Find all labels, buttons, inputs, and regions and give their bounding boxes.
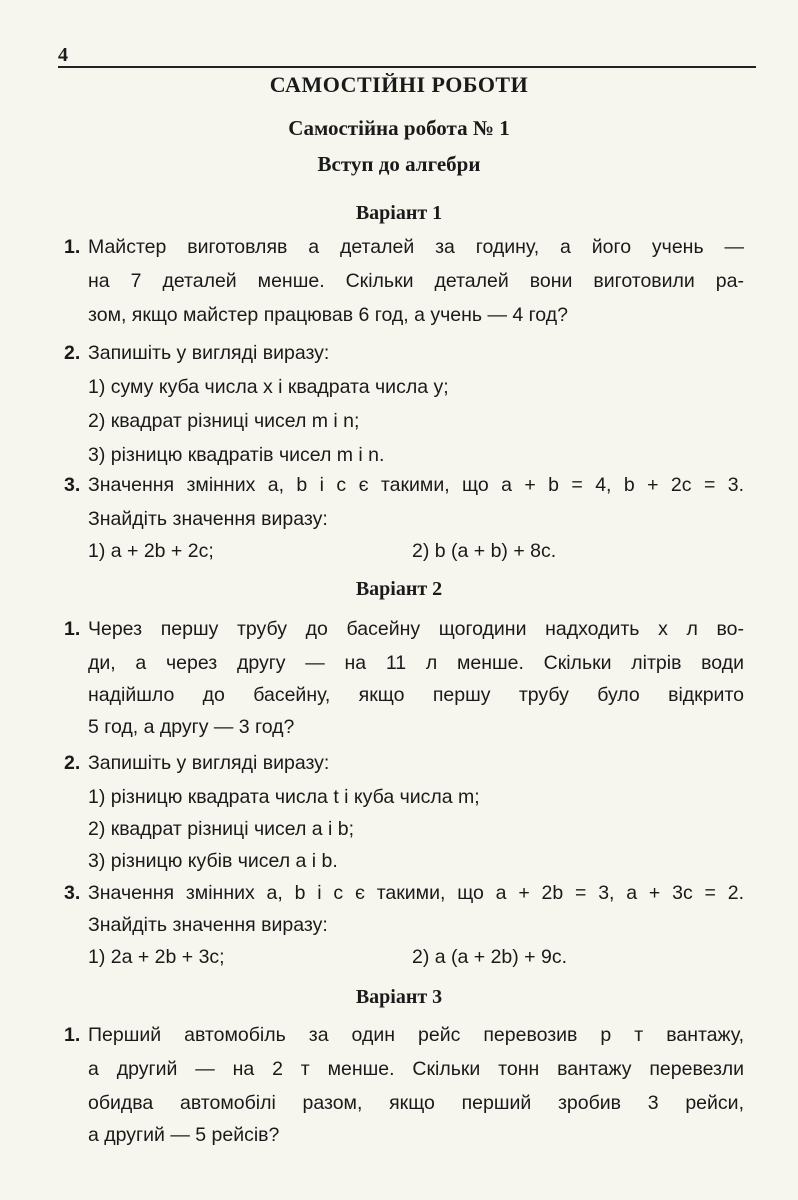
task-number: 2. [64,752,81,774]
task-line: а другий — на 2 т менше. Скільки тонн вантажу перевезли [88,1058,744,1080]
variant-title: Варіант 1 [355,202,443,224]
task-line: ди, а через другу — на 11 л менше. Скільки літрів води [88,652,744,674]
task-line: Запишіть у вигляді виразу: [88,752,330,774]
task-line: Майстер виготовляв a деталей за годину, а його учень — [88,236,744,258]
task-number: 3. [64,882,81,904]
task-line: обидва автомобілі разом, якщо перший зробив 3 рейси, [88,1092,744,1114]
task-number: 1. [64,236,81,258]
task-line: Знайдіть значення виразу: [88,508,328,530]
task-line: 3) різницю квадратів чисел m і n. [88,444,385,466]
task-number: 3. [64,474,81,496]
answer-option: 2) a (a + 2b) + 9c. [412,946,568,968]
task-line: 3) різницю кубів чисел a і b. [88,850,338,872]
answer-option: 1) 2a + 2b + 3c; [88,946,225,968]
task-line: 2) квадрат різниці чисел a і b; [88,818,355,840]
page-number: 4 [58,44,68,66]
task-line: Значення змінних a, b і c є такими, що a + 2b = 3, a + 3c = 2. [88,882,744,904]
answer-option: 1) a + 2b + 2c; [88,540,214,562]
answer-option: 2) b (a + b) + 8c. [412,540,557,562]
task-number: 1. [64,618,81,640]
task-line: 1) суму куба числа x і квадрата числа y; [88,376,449,398]
task-line: на 7 деталей менше. Скільки деталей вони виготовили ра- [88,270,744,292]
task-line: 2) квадрат різниці чисел m і n; [88,410,360,432]
task-line: Запишіть у вигляді виразу: [88,342,330,364]
section-title: САМОСТІЙНІ РОБОТИ [269,72,529,97]
task-line: надійшло до басейну, якщо першу трубу було відкрито [88,684,744,706]
task-line: а другий — 5 рейсів? [88,1124,280,1146]
task-line: Перший автомобіль за один рейс перевозив p т вантажу, [88,1024,744,1046]
variant-title: Варіант 3 [355,986,443,1008]
topic-title: Вступ до алгебри [317,152,481,176]
task-line: 1) різницю квадрата числа t і куба числа m; [88,786,480,808]
task-line: Знайдіть значення виразу: [88,914,328,936]
task-number: 1. [64,1024,81,1046]
work-title: Самостійна робота № 1 [288,116,510,140]
task-line: Значення змінних a, b і c є такими, що a + b = 4, b + 2c = 3. [88,474,744,496]
variant-title: Варіант 2 [355,578,443,600]
header-rule [58,66,756,68]
task-line: зом, якщо майстер працював 6 год, а учень — 4 год? [88,304,568,326]
task-line: 5 год, а другу — 3 год? [88,716,295,738]
task-line: Через першу трубу до басейну щогодини надходить x л во- [88,618,744,640]
task-number: 2. [64,342,81,364]
